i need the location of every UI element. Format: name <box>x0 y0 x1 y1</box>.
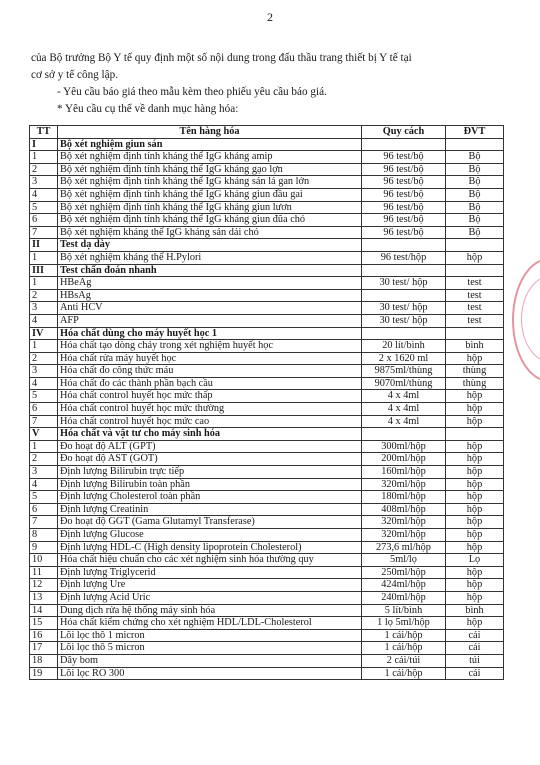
cell-name: Bộ xét nghiệm định tính kháng thể IgG kháng sán lá gan lớn <box>58 176 362 189</box>
table-row <box>30 604 504 617</box>
cell-name: Bộ xét nghiệm giun sán <box>58 138 362 151</box>
cell-spec: 1 lọ 5ml/hộp <box>362 617 446 630</box>
cell-unit: Bộ <box>446 151 504 164</box>
cell-unit: Bộ <box>446 163 504 176</box>
section-row <box>30 239 504 252</box>
cell-tt: 4 <box>30 377 58 390</box>
cell-unit: test <box>446 277 504 290</box>
section-row <box>30 428 504 441</box>
cell-unit: hộp <box>446 529 504 542</box>
cell-spec: 96 test/bộ <box>362 151 446 164</box>
cell-unit: Bộ <box>446 214 504 227</box>
cell-name: Lõi lọc RO 300 <box>58 667 362 680</box>
cell-unit: bình <box>446 604 504 617</box>
cell-name: Định lượng Ure <box>58 579 362 592</box>
cell-tt: 12 <box>30 579 58 592</box>
cell-tt: 6 <box>30 503 58 516</box>
section-row <box>30 264 504 277</box>
cell-unit: cái <box>446 642 504 655</box>
cell-tt: 1 <box>30 277 58 290</box>
cell-spec: 96 test/bộ <box>362 201 446 214</box>
table-row <box>30 617 504 630</box>
table-row <box>30 466 504 479</box>
table-row <box>30 579 504 592</box>
cell-unit: hộp <box>446 403 504 416</box>
cell-spec: 4 x 4ml <box>362 415 446 428</box>
cell-spec: 273,6 ml/hộp <box>362 541 446 554</box>
cell-name: Hóa chất control huyết học mức thường <box>58 403 362 416</box>
cell-tt: III <box>30 264 58 277</box>
cell-spec <box>362 428 446 441</box>
table-row <box>30 352 504 365</box>
cell-tt: 9 <box>30 541 58 554</box>
cell-unit: hộp <box>446 352 504 365</box>
cell-name: Hóa chất hiệu chuẩn cho các xét nghiệm sinh hóa thường quy <box>58 554 362 567</box>
cell-spec: 408ml/hộp <box>362 503 446 516</box>
cell-tt: 4 <box>30 478 58 491</box>
intro-line: cơ sở y tế công lập. <box>31 69 119 81</box>
cell-tt: 3 <box>30 466 58 479</box>
cell-tt: 1 <box>30 340 58 353</box>
cell-unit: hộp <box>446 478 504 491</box>
page-number: 2 <box>267 10 273 24</box>
cell-unit: hộp <box>446 251 504 264</box>
table-row <box>30 214 504 227</box>
cell-tt: 7 <box>30 226 58 239</box>
cell-unit: hộp <box>446 415 504 428</box>
table-row <box>30 176 504 189</box>
cell-unit: test <box>446 314 504 327</box>
cell-name: Bộ xét nghiệm định tính kháng thể IgG kháng giun đũa chó <box>58 214 362 227</box>
table-row <box>30 277 504 290</box>
cell-name: Hóa chất đo các thành phần bạch cầu <box>58 377 362 390</box>
cell-spec: 96 test/bộ <box>362 163 446 176</box>
cell-unit: hộp <box>446 566 504 579</box>
cell-tt: 3 <box>30 365 58 378</box>
table-row <box>30 415 504 428</box>
cell-spec: 320ml/hộp <box>362 478 446 491</box>
cell-tt: 7 <box>30 516 58 529</box>
cell-tt: 5 <box>30 491 58 504</box>
cell-name: Đo hoạt độ AST (GOT) <box>58 453 362 466</box>
cell-name: Định lượng Cholesterol toàn phần <box>58 491 362 504</box>
cell-tt: II <box>30 239 58 252</box>
cell-name: Định lượng Bilirubin trực tiếp <box>58 466 362 479</box>
cell-name: Đo hoạt độ GGT (Gama Glutamyl Transferase) <box>58 516 362 529</box>
cell-unit: thùng <box>446 377 504 390</box>
cell-unit: Bộ <box>446 176 504 189</box>
intro-line: - Yêu cầu báo giá theo mẫu kèm theo phiếu yêu cầu báo giá. <box>57 86 327 98</box>
cell-tt: 16 <box>30 629 58 642</box>
cell-name: HBsAg <box>58 289 362 302</box>
cell-name: Hóa chất và vật tư cho máy sinh hóa <box>58 428 362 441</box>
cell-spec <box>362 327 446 340</box>
cell-unit: cái <box>446 629 504 642</box>
cell-tt: I <box>30 138 58 151</box>
cell-name: AFP <box>58 314 362 327</box>
cell-name: Hóa chất dùng cho máy huyết học 1 <box>58 327 362 340</box>
cell-unit: hộp <box>446 617 504 630</box>
cell-unit: hộp <box>446 516 504 529</box>
table-row <box>30 390 504 403</box>
table-row <box>30 667 504 680</box>
cell-unit <box>446 264 504 277</box>
cell-tt: 1 <box>30 151 58 164</box>
cell-unit: cái <box>446 667 504 680</box>
table-row <box>30 642 504 655</box>
goods-table <box>29 125 504 680</box>
cell-unit: Bộ <box>446 201 504 214</box>
cell-unit <box>446 327 504 340</box>
cell-tt: 11 <box>30 566 58 579</box>
cell-unit: hộp <box>446 453 504 466</box>
cell-tt: 2 <box>30 289 58 302</box>
cell-spec: 424ml/hộp <box>362 579 446 592</box>
cell-spec: 30 test/ hộp <box>362 302 446 315</box>
table-row <box>30 403 504 416</box>
cell-spec: 200ml/hộp <box>362 453 446 466</box>
cell-spec: 5 lít/bình <box>362 604 446 617</box>
cell-unit: Lọ <box>446 554 504 567</box>
table-row <box>30 377 504 390</box>
cell-spec: 160ml/hộp <box>362 466 446 479</box>
table-row <box>30 440 504 453</box>
table-row <box>30 226 504 239</box>
cell-name: Định lượng HDL-C (High density lipoprotein Cholesterol) <box>58 541 362 554</box>
cell-tt: 4 <box>30 314 58 327</box>
table-row <box>30 151 504 164</box>
cell-unit: test <box>446 289 504 302</box>
cell-unit: hộp <box>446 503 504 516</box>
cell-spec: 96 test/bộ <box>362 188 446 201</box>
cell-unit <box>446 138 504 151</box>
cell-tt: 15 <box>30 617 58 630</box>
cell-unit <box>446 428 504 441</box>
cell-spec: 300ml/hộp <box>362 440 446 453</box>
cell-tt: 1 <box>30 440 58 453</box>
table-header-row <box>30 126 504 139</box>
cell-tt: 5 <box>30 201 58 214</box>
cell-tt: 2 <box>30 163 58 176</box>
cell-name: Bộ xét nghiệm kháng thể H.Pylori <box>58 251 362 264</box>
table-row <box>30 201 504 214</box>
cell-name: Hóa chất tạo dòng chảy trong xét nghiệm huyết học <box>58 340 362 353</box>
table-row <box>30 554 504 567</box>
cell-spec: 9070ml/thùng <box>362 377 446 390</box>
table-row <box>30 516 504 529</box>
table-row <box>30 188 504 201</box>
cell-name: Dung dịch rửa hệ thống máy sinh hóa <box>58 604 362 617</box>
cell-tt: 6 <box>30 214 58 227</box>
cell-spec: 9875ml/thùng <box>362 365 446 378</box>
cell-name: Hóa chất control huyết học mức thấp <box>58 390 362 403</box>
intro-line: của Bộ trưởng Bộ Y tế quy định một số nội dung trong đấu thầu trang thiết bị Y tế tại <box>31 52 412 64</box>
cell-unit <box>446 239 504 252</box>
table-row <box>30 654 504 667</box>
cell-tt: 2 <box>30 453 58 466</box>
cell-tt: 13 <box>30 591 58 604</box>
cell-name: Bộ xét nghiệm định tính kháng thể IgG kháng amip <box>58 151 362 164</box>
cell-spec: 320ml/hộp <box>362 516 446 529</box>
cell-spec: 30 test/ hộp <box>362 314 446 327</box>
table-row <box>30 453 504 466</box>
cell-tt: 1 <box>30 251 58 264</box>
section-row <box>30 327 504 340</box>
cell-tt: 19 <box>30 667 58 680</box>
cell-name: Test dạ dày <box>58 239 362 252</box>
cell-tt: 3 <box>30 176 58 189</box>
table-row <box>30 503 504 516</box>
cell-spec <box>362 239 446 252</box>
cell-name: Test chẩn đoán nhanh <box>58 264 362 277</box>
cell-tt: 7 <box>30 415 58 428</box>
cell-spec: 250ml/hộp <box>362 566 446 579</box>
cell-unit: túi <box>446 654 504 667</box>
table-row <box>30 529 504 542</box>
cell-tt: 3 <box>30 302 58 315</box>
cell-tt: 8 <box>30 529 58 542</box>
cell-unit: bình <box>446 340 504 353</box>
intro-text <box>31 50 501 118</box>
section-row <box>30 138 504 151</box>
cell-spec: 1 cái/hộp <box>362 642 446 655</box>
cell-tt: IV <box>30 327 58 340</box>
cell-spec <box>362 289 446 302</box>
cell-spec: 96 test/hộp <box>362 251 446 264</box>
header-tt: TT <box>30 126 58 139</box>
cell-name: Lõi lọc thô 1 micron <box>58 629 362 642</box>
cell-name: Bộ xét nghiệm định tính kháng thể IgG kháng giun lươn <box>58 201 362 214</box>
cell-unit: hộp <box>446 466 504 479</box>
table-row <box>30 314 504 327</box>
table-row <box>30 491 504 504</box>
cell-name: Bộ xét nghiệm định tính kháng thể IgG kháng giun đầu gai <box>58 188 362 201</box>
cell-spec: 1 cái/hộp <box>362 667 446 680</box>
intro-line: * Yêu cầu cụ thể về danh mục hàng hóa: <box>57 103 239 115</box>
cell-tt: 10 <box>30 554 58 567</box>
cell-unit: Bộ <box>446 188 504 201</box>
cell-name: HBeAg <box>58 277 362 290</box>
cell-unit: hộp <box>446 491 504 504</box>
header-unit: ĐVT <box>446 126 504 139</box>
cell-spec: 4 x 4ml <box>362 403 446 416</box>
cell-name: Lõi lọc thô 5 micron <box>58 642 362 655</box>
cell-spec: 5ml/lọ <box>362 554 446 567</box>
table-row <box>30 478 504 491</box>
table-row <box>30 566 504 579</box>
cell-name: Bộ xét nghiệm định tính kháng thể IgG kháng gạo lợn <box>58 163 362 176</box>
cell-spec: 4 x 4ml <box>362 390 446 403</box>
cell-spec: 320ml/hộp <box>362 529 446 542</box>
cell-name: Định lượng Triglycerid <box>58 566 362 579</box>
table-row <box>30 541 504 554</box>
cell-spec: 96 test/bộ <box>362 226 446 239</box>
cell-name: Anti HCV <box>58 302 362 315</box>
cell-unit: thùng <box>446 365 504 378</box>
table-row <box>30 591 504 604</box>
cell-spec <box>362 138 446 151</box>
cell-tt: 18 <box>30 654 58 667</box>
table-body <box>30 138 504 680</box>
cell-tt: 5 <box>30 390 58 403</box>
cell-name: Đo hoạt độ ALT (GPT) <box>58 440 362 453</box>
cell-name: Định lượng Creatinin <box>58 503 362 516</box>
cell-spec <box>362 264 446 277</box>
table-row <box>30 340 504 353</box>
cell-tt: 6 <box>30 403 58 416</box>
cell-spec: 240ml/hộp <box>362 591 446 604</box>
cell-name: Định lượng Bilirubin toàn phần <box>58 478 362 491</box>
header-spec: Quy cách <box>362 126 446 139</box>
table-row <box>30 629 504 642</box>
table-row <box>30 302 504 315</box>
cell-spec: 96 test/bộ <box>362 176 446 189</box>
cell-tt: 17 <box>30 642 58 655</box>
table-row <box>30 365 504 378</box>
cell-name: Dây bom <box>58 654 362 667</box>
cell-spec: 1 cái/hộp <box>362 629 446 642</box>
cell-unit: test <box>446 302 504 315</box>
cell-name: Hóa chất kiểm chứng cho xét nghiệm HDL/LDL-Cholesterol <box>58 617 362 630</box>
table-row <box>30 163 504 176</box>
cell-spec: 180ml/hộp <box>362 491 446 504</box>
cell-name: Định lượng Glucose <box>58 529 362 542</box>
cell-spec: 96 test/bộ <box>362 214 446 227</box>
cell-name: Bộ xét nghiệm kháng thể IgG kháng sán dải chó <box>58 226 362 239</box>
cell-tt: 4 <box>30 188 58 201</box>
cell-unit: hộp <box>446 440 504 453</box>
table-row <box>30 251 504 264</box>
cell-spec: 20 lít/bình <box>362 340 446 353</box>
cell-tt: 2 <box>30 352 58 365</box>
header-name: Tên hàng hóa <box>58 126 362 139</box>
table-row <box>30 289 504 302</box>
cell-unit: hộp <box>446 591 504 604</box>
cell-unit: hộp <box>446 390 504 403</box>
cell-name: Hóa chất control huyết học mức cao <box>58 415 362 428</box>
cell-spec: 2 cái/túi <box>362 654 446 667</box>
cell-spec: 30 test/ hộp <box>362 277 446 290</box>
cell-spec: 2 x 1620 ml <box>362 352 446 365</box>
cell-name: Hóa chất đo công thức máu <box>58 365 362 378</box>
cell-tt: 14 <box>30 604 58 617</box>
cell-unit: hộp <box>446 541 504 554</box>
cell-tt: V <box>30 428 58 441</box>
cell-unit: hộp <box>446 579 504 592</box>
cell-unit: Bộ <box>446 226 504 239</box>
cell-name: Hóa chất rửa máy huyết học <box>58 352 362 365</box>
cell-name: Định lượng Acid Uric <box>58 591 362 604</box>
